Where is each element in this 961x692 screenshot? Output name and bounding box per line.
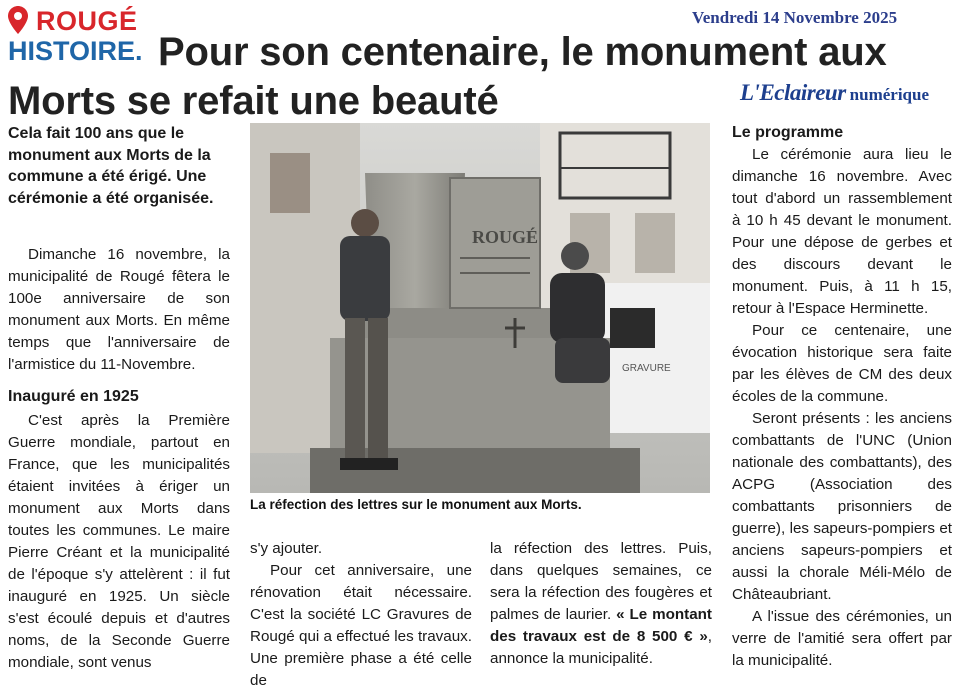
paragraph: A l'issue des cérémonies, un verre de l'amitié sera offert par la municipalité.: [732, 608, 952, 669]
paragraph-text: la réfection des lettres. Puis, dans quelques semaines, ce sera la réfection des fougères et palmes de laurier.: [490, 540, 712, 623]
article-column-2: [250, 538, 472, 692]
article-lead: Cela fait 100 ans que le monument aux Morts de la commune a été érigé. Une cérémonie a été organisée.: [8, 125, 214, 207]
article-column-4: [732, 122, 952, 672]
paragraph-text: , annonce la municipalité.: [490, 628, 712, 667]
page-title: Pour son centenaire, le monument aux Morts se refait une beauté: [8, 30, 887, 123]
brand-logo: [740, 80, 929, 106]
town-name: ROUGÉ: [36, 6, 138, 36]
rubric-label: HISTOIRE.: [8, 36, 143, 66]
paragraph: Le cérémonie aura lieu le dimanche 16 novembre. Avec tout d'abord un rassemblement à 10 h 45 devant le monument. Pour une dépose de gerbes et des discours devant le monument. Puis, à 11 h 15, retour à l'Espace Herminette.: [732, 146, 952, 317]
paragraph: Dimanche 16 novembre, la municipalité de Rougé fêtera le 100e anniversaire de son monument aux Morts. En même temps que l'anniversaire de l'armistice du 11-Novembre.: [8, 246, 230, 373]
paragraph: s'y ajouter.: [250, 540, 323, 557]
photo-caption: La réfection des lettres sur le monument aux Morts.: [250, 497, 582, 512]
article-column-1: [8, 244, 230, 376]
paragraph: [490, 538, 712, 670]
brand-suffix: numérique: [849, 85, 930, 104]
monument-photo: [250, 123, 710, 493]
brand-name: L'Eclaireur: [740, 80, 846, 105]
paragraph: C'est après la Première Guerre mondiale, partout en France, que les municipalités étaient invitées à ériger un monument aux Morts dans toutes les communes. Le maire Pierre Créant et la municipalité de l'époque s'y attelèrent : il fut inauguré en 1925. Un siècle s'est écoulé depuis et d'autres noms, de la Seconde Guerre mondiale, sont venus: [8, 412, 230, 671]
paragraph: Pour ce centenaire, une évocation historique sera faite par les élèves de CM des deux écoles de la commune.: [732, 322, 952, 405]
article-column-1b: [8, 410, 230, 674]
quote: « Le montant des travaux est de 8 500 € »: [490, 606, 712, 645]
subheading-inaugure: Inauguré en 1925: [8, 388, 139, 405]
paragraph: Pour cet anniversaire, une rénovation était nécessaire. C'est la société LC Gravures de Rougé qui a effectué les travaux. Une première phase a été celle de: [250, 562, 472, 689]
paragraph: Seront présents : les anciens combattants de l'UNC (Union nationale des combattants), des ACPG (Association des combattants prisonniers de guerre), les sapeurs-pompiers et anciens sapeurs-pompiers et aussi la chorale Méli-Mélo de Châteaubriant.: [732, 410, 952, 603]
van-text: GRAVURE: [622, 363, 671, 374]
photo-illustration: [250, 123, 710, 493]
article-column-3: [490, 538, 712, 670]
publication-date: Vendredi 14 Novembre 2025: [692, 8, 898, 27]
subheading-programme: Le programme: [732, 124, 844, 141]
monument-inscription: ROUGÉ: [472, 227, 539, 247]
